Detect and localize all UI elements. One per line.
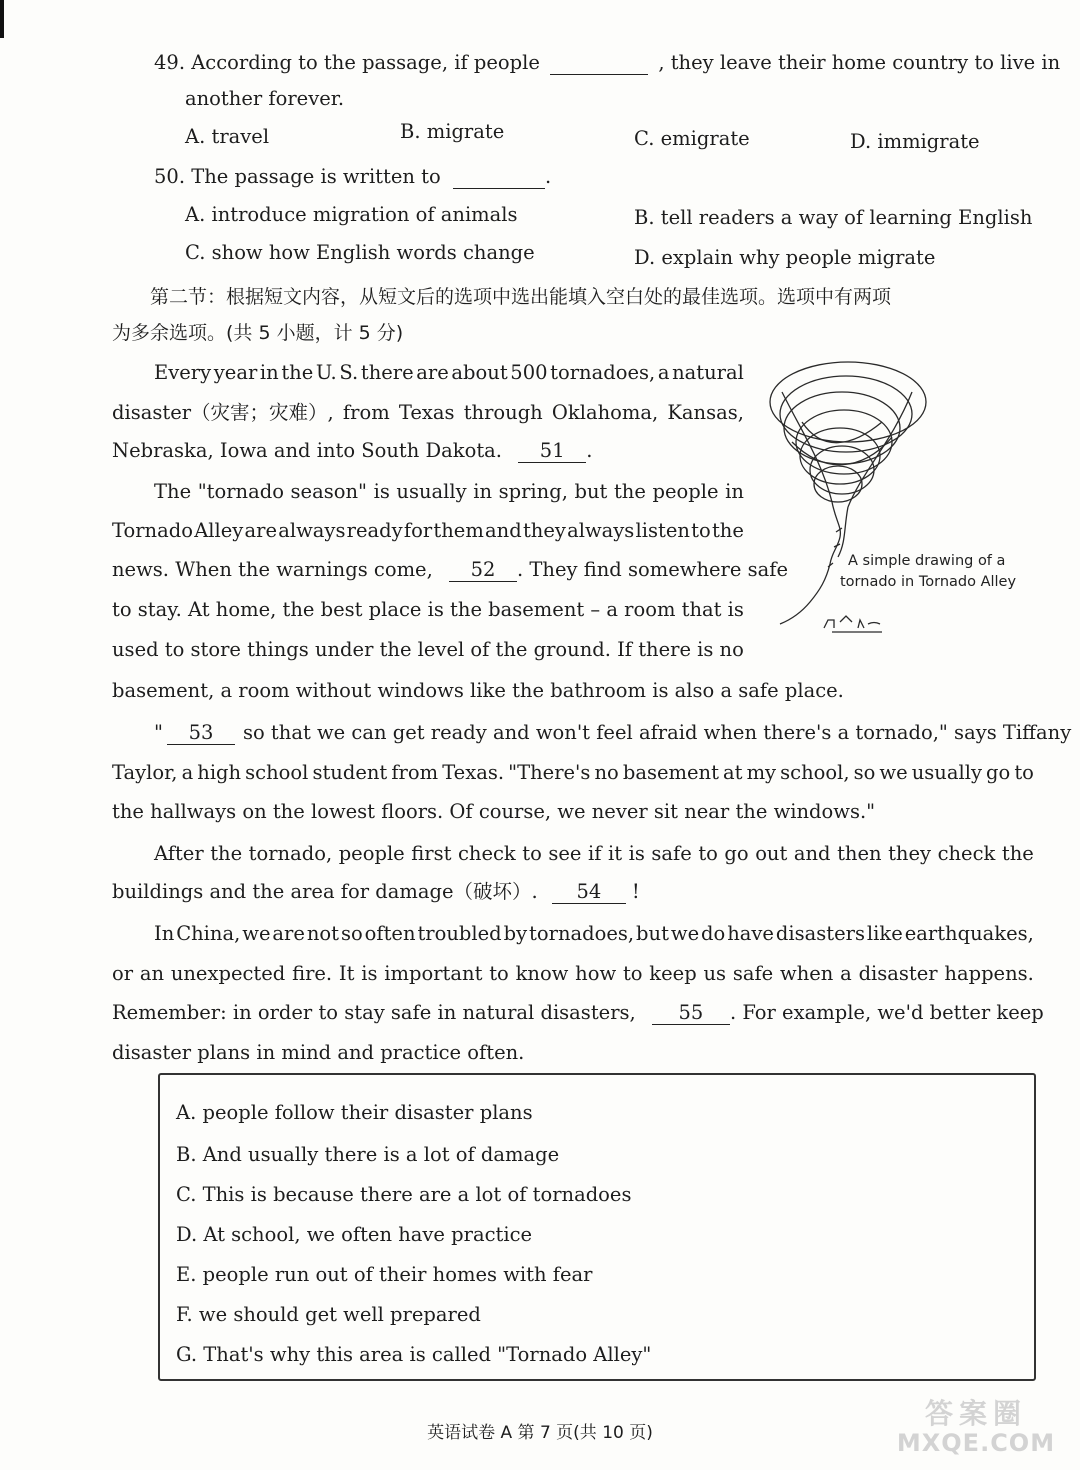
option-a: A. people follow their disaster plans [176,1101,533,1124]
passage-p3-line2: Taylor, a high school student from Texas. "There's no basement at my school, so we usually go to [112,761,1034,784]
passage-p2-line6: basement, a room without windows like the bathroom is also a safe place. [112,679,844,702]
blank-51: 51 [518,440,586,463]
q50-option-b: B. tell readers a way of learning English [634,206,1033,229]
passage-p1-line3: Nebraska, Iowa and into South Dakota. 51 . [112,439,593,462]
blank-55: 55 [652,1002,730,1025]
passage-p5-line1: In China, we are not so often troubled by tornadoes, but we do have disasters like earthquakes, [154,922,1034,945]
blank-53: 53 [167,722,235,745]
passage-p2-line3: news. When the warnings come, 52 . They find somewhere safe [112,558,788,581]
option-b: B. And usually there is a lot of damage [176,1143,560,1166]
q49-answer-blank [550,52,648,75]
option-c: C. This is because there are a lot of tornadoes [176,1183,632,1206]
blank-54: 54 [552,881,626,904]
option-f: F. we should get well prepared [176,1303,481,1326]
passage-p4-line1: After the tornado, people first check to see if it is safe to go out and then they check the [154,842,1034,865]
passage-p1-line2: disaster（灾害；灾难）, from Texas through Oklahoma, Kansas, [112,401,744,424]
passage-p4-line2: buildings and the area for damage（破坏）. 54 ! [112,880,640,903]
q50-stem-line: 50. The passage is written to . [154,165,552,188]
q49-option-d: D. immigrate [850,130,980,153]
passage-p5-line3: Remember: in order to stay safe in natural disasters, 55 . For example, we'd better keep [112,1001,1044,1024]
q49-stem-continued: another forever. [185,87,345,110]
passage-p2-line1: The "tornado season" is usually in spring, but the people in [154,480,744,503]
q50-option-a: A. introduce migration of animals [185,203,518,226]
scan-edge-mark [0,0,4,38]
option-g: G. That's why this area is called "Tornado Alley" [176,1343,652,1366]
q50-stem: 50. The passage is written to [154,165,441,188]
q50-answer-blank [453,166,545,189]
tornado-drawing [762,352,932,652]
section2-instruction-line2: 为多余选项。(共 5 小题，计 5 分) [112,322,404,344]
q49-option-a: A. travel [185,125,270,148]
passage-p2-line4: to stay. At home, the best place is the basement – a room that is [112,598,744,621]
watermark-line2: MXQE.COM [896,1429,1056,1457]
figure-caption-line2: tornado in Tornado Alley [840,574,1017,590]
blank-52: 52 [449,559,517,582]
section2-instruction-line1: 第二节：根据短文内容，从短文后的选项中选出能填入空白处的最佳选项。选项中有两项 [150,286,892,308]
q50-option-d: D. explain why people migrate [634,246,936,269]
q49-option-c: C. emigrate [634,127,750,150]
q49-stem-line [154,50,1060,76]
q49-option-b: B. migrate [400,120,505,143]
watermark-line1: 答案圈 [924,1397,1027,1430]
passage-p5-line2: or an unexpected fire. It is important to know how to keep us safe when a disaster happens. [112,962,1034,985]
passage-p3-line1: " 53 so that we can get ready and won't feel afraid when there's a tornado," says Tiffany [154,721,1072,744]
q49-stem-start: 49. According to the passage, if people [154,51,540,74]
page-footer: 英语试卷 A 第 7 页(共 10 页) [427,1423,653,1443]
passage-p2-line2: Tornado Alley are always ready for them and they always listen to the [112,519,744,542]
watermark-logo [886,1398,1066,1458]
passage-p2-line5: used to store things under the level of the ground. If there is no [112,638,744,661]
passage-p1-line1: Every year in the U. S. there are about 500 tornadoes, a natural [154,361,744,384]
figure-caption-line1: A simple drawing of a [848,553,1006,569]
q50-option-c: C. show how English words change [185,241,535,264]
q49-stem-end: , they leave their home country to live in [658,51,1061,74]
passage-p3-line3: the hallways on the lowest floors. Of course, we never sit near the windows." [112,800,876,823]
option-d: D. At school, we often have practice [176,1223,533,1246]
passage-p5-line4: disaster plans in mind and practice often. [112,1041,525,1064]
option-e: E. people run out of their homes with fear [176,1263,593,1286]
